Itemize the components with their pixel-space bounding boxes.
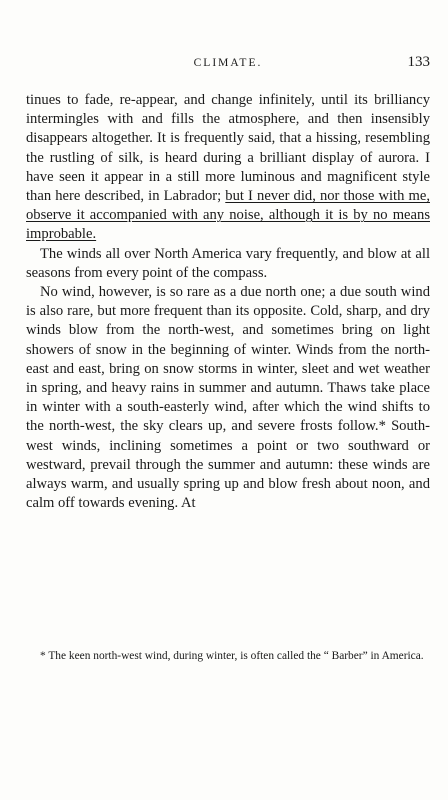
running-head	[26, 54, 430, 74]
footnote-text: * The keen north-west wind, during winter, is often called the “ Barber” in America.	[40, 650, 424, 662]
footnote	[26, 648, 430, 664]
paragraph-aurora-text: tinues to fade, re-appear, and change infinitely, until its brilliancy intermingles with and fills the atmosphere, and then insensibly disappears altogether. It is frequently said, that a hissing, resembling the rustling of silk, is heard during a brilliant display of aurora. I have seen it appear in a still more luminous and magnificent style than here described, in Labrador;	[26, 92, 430, 205]
page-number: 133	[407, 54, 430, 70]
paragraph-winds: The winds all over North America vary frequently, and blow at all seasons from every point of the compass.	[26, 245, 430, 281]
paragraph-aurora	[26, 91, 430, 245]
body-text	[26, 91, 430, 513]
running-title: CLIMATE.	[193, 57, 263, 69]
underlined-passage: but I never did, nor those with me, observe it accompanied with any noise, although it is by no means improbable.	[26, 188, 430, 243]
paragraph-wind-directions: No wind, however, is so rare as a due north one; a due south wind is also rare, but more frequent than its opposite. Cold, sharp, and dry winds blow from the north-west, and sometimes bring on light showers of snow in the beginning of winter. Winds from the north-east and east, bring on snow storms in winter, sleet and wet weather in spring, and heavy rains in summer and autumn. Thaws take place in winter with a south-easterly wind, after which the wind shifts to the north-west, the sky clears up, and severe frosts follow.* South-west winds, inclining sometimes a point or two southward or westward, prevail through the summer and autumn: these winds are always warm, and usually spring up and blow fresh about noon, and calm off towards evening. At	[26, 284, 430, 512]
